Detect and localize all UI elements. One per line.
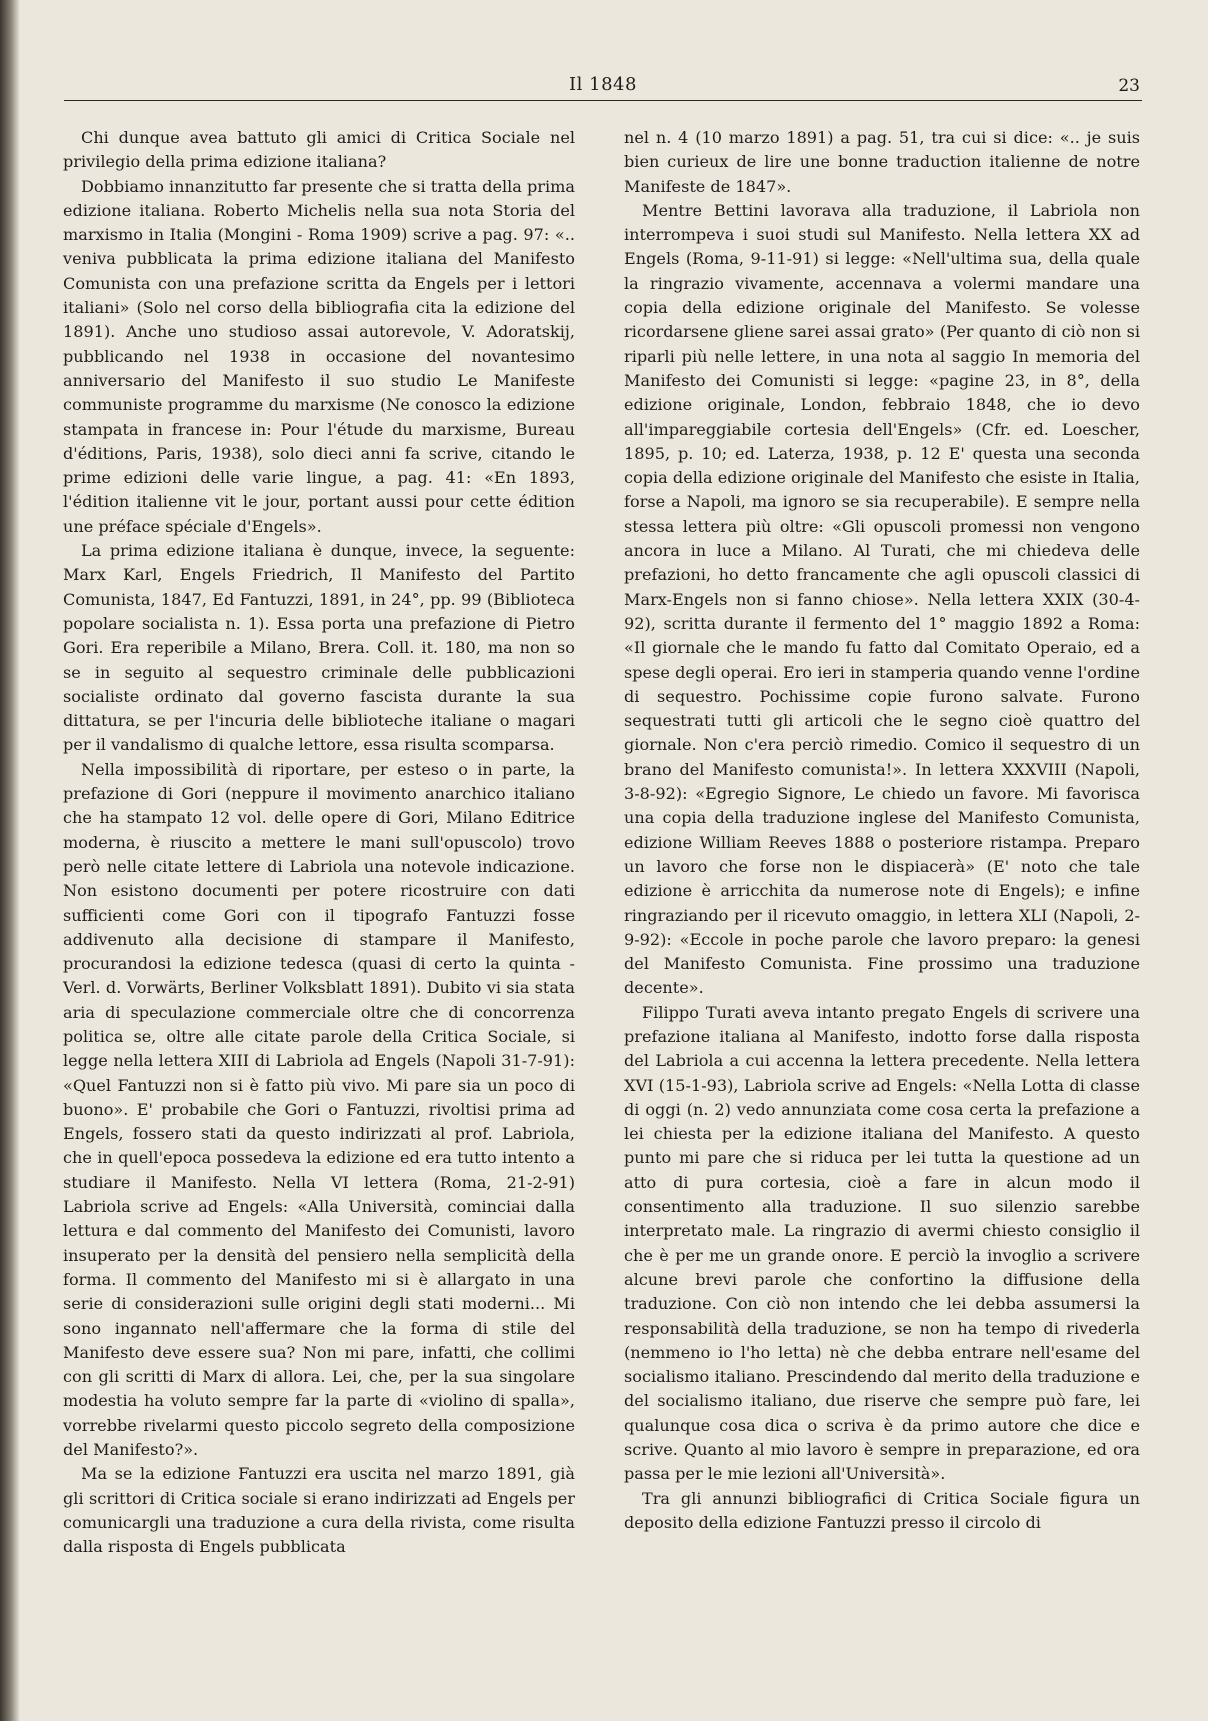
- running-title: Il 1848: [569, 74, 637, 95]
- right-column: [624, 126, 1140, 1535]
- page-header: [64, 74, 1142, 101]
- paragraph: Nella impossibilità di riportare, per esteso o in parte, la prefazione di Gori (neppure il movimento anarchico italiano che ha stampato 12 vol. delle opere di Gori, Milano Editrice moderna, è riuscito a mettere le mani sull'opuscolo) trovo però nelle citate lettere di Labriola una notevole indicazione. Non esistono documenti per potere ricostruire con dati sufficienti come Gori con il tipografo Fantuzzi fosse addivenuto alla decisione di stampare il Manifesto, procurandosi la edizione tedesca (quasi di certo la quinta - Verl. d. Vorwärts, Berliner Volksblatt 1891). Dubito vi sia stata aria di speculazione commerciale oltre che di concorrenza politica se, oltre alle citate parole della Critica Sociale, si legge nella lettera XIII di Labriola ad Engels (Napoli 31-7-91): «Quel Fantuzzi non si è fatto più vivo. Mi pare sia un poco di buono». E' probabile che Gori o Fantuzzi, rivoltisi prima ad Engels, fossero stati da questo indirizzati al prof. Labriola, che in quell'epoca possedeva la edizione ed era tutto intento a studiare il Manifesto. Nella VI lettera (Roma, 21-2-91) Labriola scrive ad Engels: «Alla Università, cominciai dalla lettura e dal commento del Manifesto dei Comunisti, lavoro insuperato per la densità del pensiero nella semplicità della forma. Il commento del Manifesto mi si è allargato in una serie di considerazioni sulle origini degli stati moderni... Mi sono ingannato nell'affermare che la forma di stile del Manifesto deve essere sua? Non mi pare, infatti, che collimi con gli scritti di Marx di allora. Lei, che, per la sua singolare modestia ha voluto sempre far la parte di «violino di spalla», vorrebbe rivelarmi questo piccolo segreto della composizione del Manifesto?».: [63, 759, 575, 1460]
- paragraph: Filippo Turati aveva intanto pregato Engels di scrivere una prefazione italiana al Manifesto, indotto forse dalla risposta del Labriola a cui accenna la lettera precedente. Nella lettera XVI (15-1-93), Labriola scrive ad Engels: «Nella Lotta di classe di oggi (n. 2) vedo annunziata come cosa certa la prefazione a lei chiesta per la edizione italiana del Manifesto. A questo punto mi pare che si riduca per lei tutta la questione ad un atto di pura cortesia, cioè a fare in alcun modo il consentimento alla traduzione. Il suo silenzio sarebbe interpretato male. La ringrazio di avermi chiesto consiglio il che è per me un grande onore. E perciò la invoglio a scrivere alcune brevi parole che confortino la diffusione della traduzione. Con ciò non intendo che lei debba assumersi la responsabilità della traduzione, se non ha tempo di rivederla (nemmeno io l'ho letta) nè che debba entrare nell'esame del socialismo italiano. Prescindendo dal merito della traduzione e del socialismo italiano, due riserve che sempre può fare, lei qualunque cosa dica o scriva è da primo autore che dice e scrive. Quanto al mio lavoro è sempre in preparazione, ed ora passa per le mie lezioni all'Università».: [624, 1002, 1140, 1484]
- paragraph: Dobbiamo innanzitutto far presente che si tratta della prima edizione italiana. Roberto Michelis nella sua nota Storia del marxismo in Italia (Mongini - Roma 1909) scrive a pag. 97: «.. veniva pubblicata la prima edizione italiana del Manifesto Comunista con una prefazione scritta da Engels per i lettori italiani» (Solo nel corso della bibliografia cita la edizione del 1891). Anche uno studioso assai autorevole, V. Adoratskij, pubblicando nel 1938 in occasione del novantesimo anniversario del Manifesto il suo studio Le Manifeste communiste programme du marxisme (Ne conosco la edizione stampata in francese in: Pour l'étude du marxisme, Bureau d'éditions, Paris, 1938), solo dieci anni fa scrive, citando le prime edizioni delle varie lingue, a pag. 41: «En 1893, l'édition italienne vit le jour, portant aussi pour cette édition une préface spéciale d'Engels».: [63, 176, 575, 536]
- page-number: 23: [1118, 76, 1140, 96]
- paragraph: La prima edizione italiana è dunque, invece, la seguente: Marx Karl, Engels Friedrich, Il Manifesto del Partito Comunista, 1847, Ed Fantuzzi, 1891, in 24°, pp. 99 (Biblioteca popolare socialista n. 1). Essa porta una prefazione di Pietro Gori. Era reperibile a Milano, Brera. Coll. it. 180, ma non so se in seguito al sequestro criminale delle pubblicazioni socialiste ordinato dal governo fascista durante la sua dittatura, se per l'incuria delle biblioteche italiane o magari per il vandalismo di qualche lettore, essa risulta scomparsa.: [63, 541, 575, 755]
- paragraph: nel n. 4 (10 marzo 1891) a pag. 51, tra cui si dice: «.. je suis bien curieux de lire une bonne traduction italienne de notre Manifeste de 1847».: [624, 128, 1140, 196]
- binding-shadow: [0, 0, 20, 1721]
- left-column: [63, 126, 575, 1560]
- paragraph: Mentre Bettini lavorava alla traduzione, il Labriola non interrompeva i suoi studi sul Manifesto. Nella lettera XX ad Engels (Roma, 9-11-91) si legge: «Nell'ultima sua, della quale la ringrazio vivamente, accennava a volermi mandare una copia della edizione originale del Manifesto. Se volesse ricordarsene gliene sarei assai grato» (Per quanto di ciò non si riparli più nelle lettere, in una nota al saggio In memoria del Manifesto dei Comunisti si legge: «pagine 23, in 8°, della edizione originale, London, febbraio 1848, che io devo all'impareggiabile cortesia dell'Engels» (Cfr. ed. Loescher, 1895, p. 10; ed. Laterza, 1938, p. 12 E' questa una seconda copia della edizione originale del Manifesto che esiste in Italia, forse a Napoli, ma ignoro se sia recuperabile). E sempre nella stessa lettera più oltre: «Gli opuscoli promessi non vengono ancora in luce a Milano. Al Turati, che mi chiedeva delle prefazioni, ho detto francamente che agli opuscoli classici di Marx-Engels non si fanno chiose». Nella lettera XXIX (30-4-92), scritta durante il fermento del 1° maggio 1892 a Roma: «Il giornale che le mando fu fatto dal Comitato Operaio, ed a spese degli operai. Ero ieri in stamperia quando venne l'ordine di sequestro. Pochissime copie furono salvate. Furono sequestrati tutti gli articoli che le segno cioè quattro del giornale. Non c'era perciò rimedio. Comico il sequestro di un brano del Manifesto comunista!». In lettera XXXVIII (Napoli, 3-8-92): «Egregio Signore, Le chiedo un favore. Mi favorisca una copia della traduzione inglese del Manifesto Comunista, edizione William Reeves 1888 o posteriore ristampa. Preparo un lavoro che forse non le dispiacerà» (E' noto che tale edizione è arricchita da numerose note di Engels); e infine ringraziando per il ricevuto omaggio, in lettera XLI (Napoli, 2-9-92): «Eccole in poche parole che lavoro preparo: la genesi del Manifesto Comunista. Fine prossimo una traduzione decente».: [624, 200, 1140, 998]
- paragraph: Ma se la edizione Fantuzzi era uscita nel marzo 1891, già gli scrittori di Critica sociale si erano indirizzati ad Engels per comunicargli una traduzione a cura della rivista, come risulta dalla risposta di Engels pubblicata: [63, 1464, 575, 1557]
- paragraph: Chi dunque avea battuto gli amici di Critica Sociale nel privilegio della prima edizione italiana?: [63, 128, 575, 172]
- paragraph: Tra gli annunzi bibliografici di Critica Sociale figura un deposito della edizione Fantuzzi presso il circolo di: [624, 1488, 1140, 1532]
